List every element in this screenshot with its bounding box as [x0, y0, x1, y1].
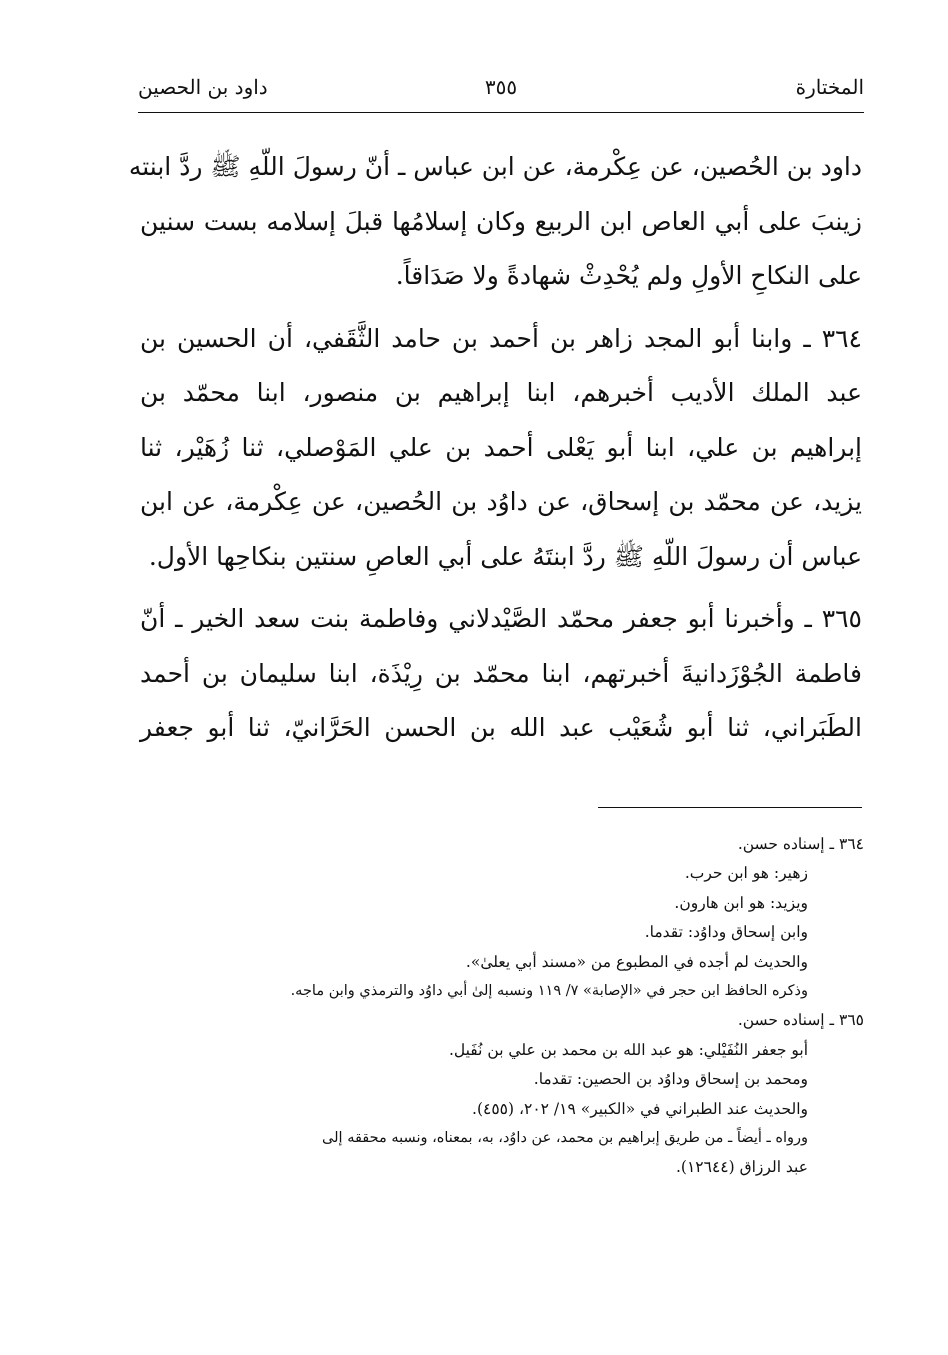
footnote-line: زهير: هو ابن حرب.	[684, 864, 808, 883]
text-line: عبد الملك الأديب أخبرهم، ابنا إبراهيم بن منصور، ابنا محمّد بن	[140, 378, 862, 407]
chapter-title: داود بن الحصين	[138, 75, 268, 99]
footnote-line: أبو جعفر النُفَيْلي: هو عبد الله بن محمد بن علي بن نُفَيل.	[448, 1040, 808, 1059]
text-line: يزيد، عن محمّد بن إسحاق، عن داوُد بن الحُصين، عن عِكْرمة، عن ابن	[140, 487, 862, 516]
footnote-heading: ٣٦٥ ـ إسناده حسن.	[737, 1011, 864, 1030]
text-line: عباس أن رسولَ اللّهِ ﷺ ردَّ ابنتَهُ على أبي العاصِ سنتين بنكاحِها الأول.	[148, 541, 862, 571]
footnote-line: ويزيد: هو ابن هارون.	[674, 893, 808, 912]
footnote-line: والحديث لم أجده في المطبوع من «مسند أبي يعلىٰ».	[465, 952, 808, 971]
running-header	[138, 72, 864, 106]
header-rule	[138, 112, 864, 113]
footnote-heading: ٣٦٤ ـ إسناده حسن.	[737, 835, 864, 853]
footnote-line: عبد الرزاق (١٢٦٤٤).	[676, 1158, 808, 1177]
paragraph-gap	[140, 304, 862, 312]
footnote-rule	[598, 807, 862, 808]
text-line: زينبَ على أبي العاص ابن الربيع وكان إسلامُها قبلَ إسلامه بست سنين	[140, 206, 862, 236]
book-title: المختارة	[795, 75, 864, 99]
footnote-line: ورواه ـ أيضاً ـ من طريق إبراهيم بن محمد، عن داوُد، به، بمعناه، ونسبه محققه إلى	[322, 1129, 808, 1146]
footnote-line: والحديث عند الطبراني في «الكبير» ١٩/ ٢٠٢، (٤٥٥).	[472, 1099, 808, 1118]
page-number: ٣٥٥	[484, 75, 518, 99]
text-line: الطَبَراني، ثنا أبو شُعَيْب عبد الله بن الحسن الحَرَّانيّ، ثنا أبو جعفر	[140, 713, 862, 742]
text-line: ٣٦٤ ـ وابنا أبو المجد زاهر بن أحمد بن حامد الثَّقَفي، أن الحسين بن	[140, 323, 862, 353]
text-line: إبراهيم بن علي، ابنا أبو يَعْلى أحمد بن علي المَوْصلي، ثنا زُهَيْر، ثنا	[140, 432, 862, 462]
text-line: ٣٦٥ ـ وأخبرنا أبو جعفر محمّد الصَّيْدلاني وفاطمة بنت سعد الخير ـ أنّ	[140, 604, 862, 633]
text-line: على النكاحِ الأولِ ولم يُحْدِثْ شهادةً ولا صَدَاقاً.	[395, 261, 862, 290]
text-line: داود بن الحُصين، عن عِكْرمة، عن ابن عباس ـ أنّ رسولَ اللّهِ ﷺ ردَّ ابنته	[128, 152, 862, 181]
footnote-line: وابن إسحاق وداوُد: تقدما.	[644, 923, 808, 942]
footnotes	[140, 830, 864, 1183]
footnote-line: وذكره الحافظ ابن حجر في «الإصابة» ٧/ ١١٩ ونسبه إلىٰ أبي داوُد والترمذي وابن ماجه.	[290, 982, 808, 999]
paragraph-gap	[140, 584, 862, 592]
main-text	[128, 140, 862, 756]
text-line: فاطمة الجُوْزَدانيةَ أخبرتهم، ابنا محمّد بن رِيْذَة، ابنا سليمان بن أحمد	[140, 658, 862, 688]
footnote-line: ومحمد بن إسحاق وداوُد بن الحصين: تقدما.	[533, 1070, 808, 1089]
